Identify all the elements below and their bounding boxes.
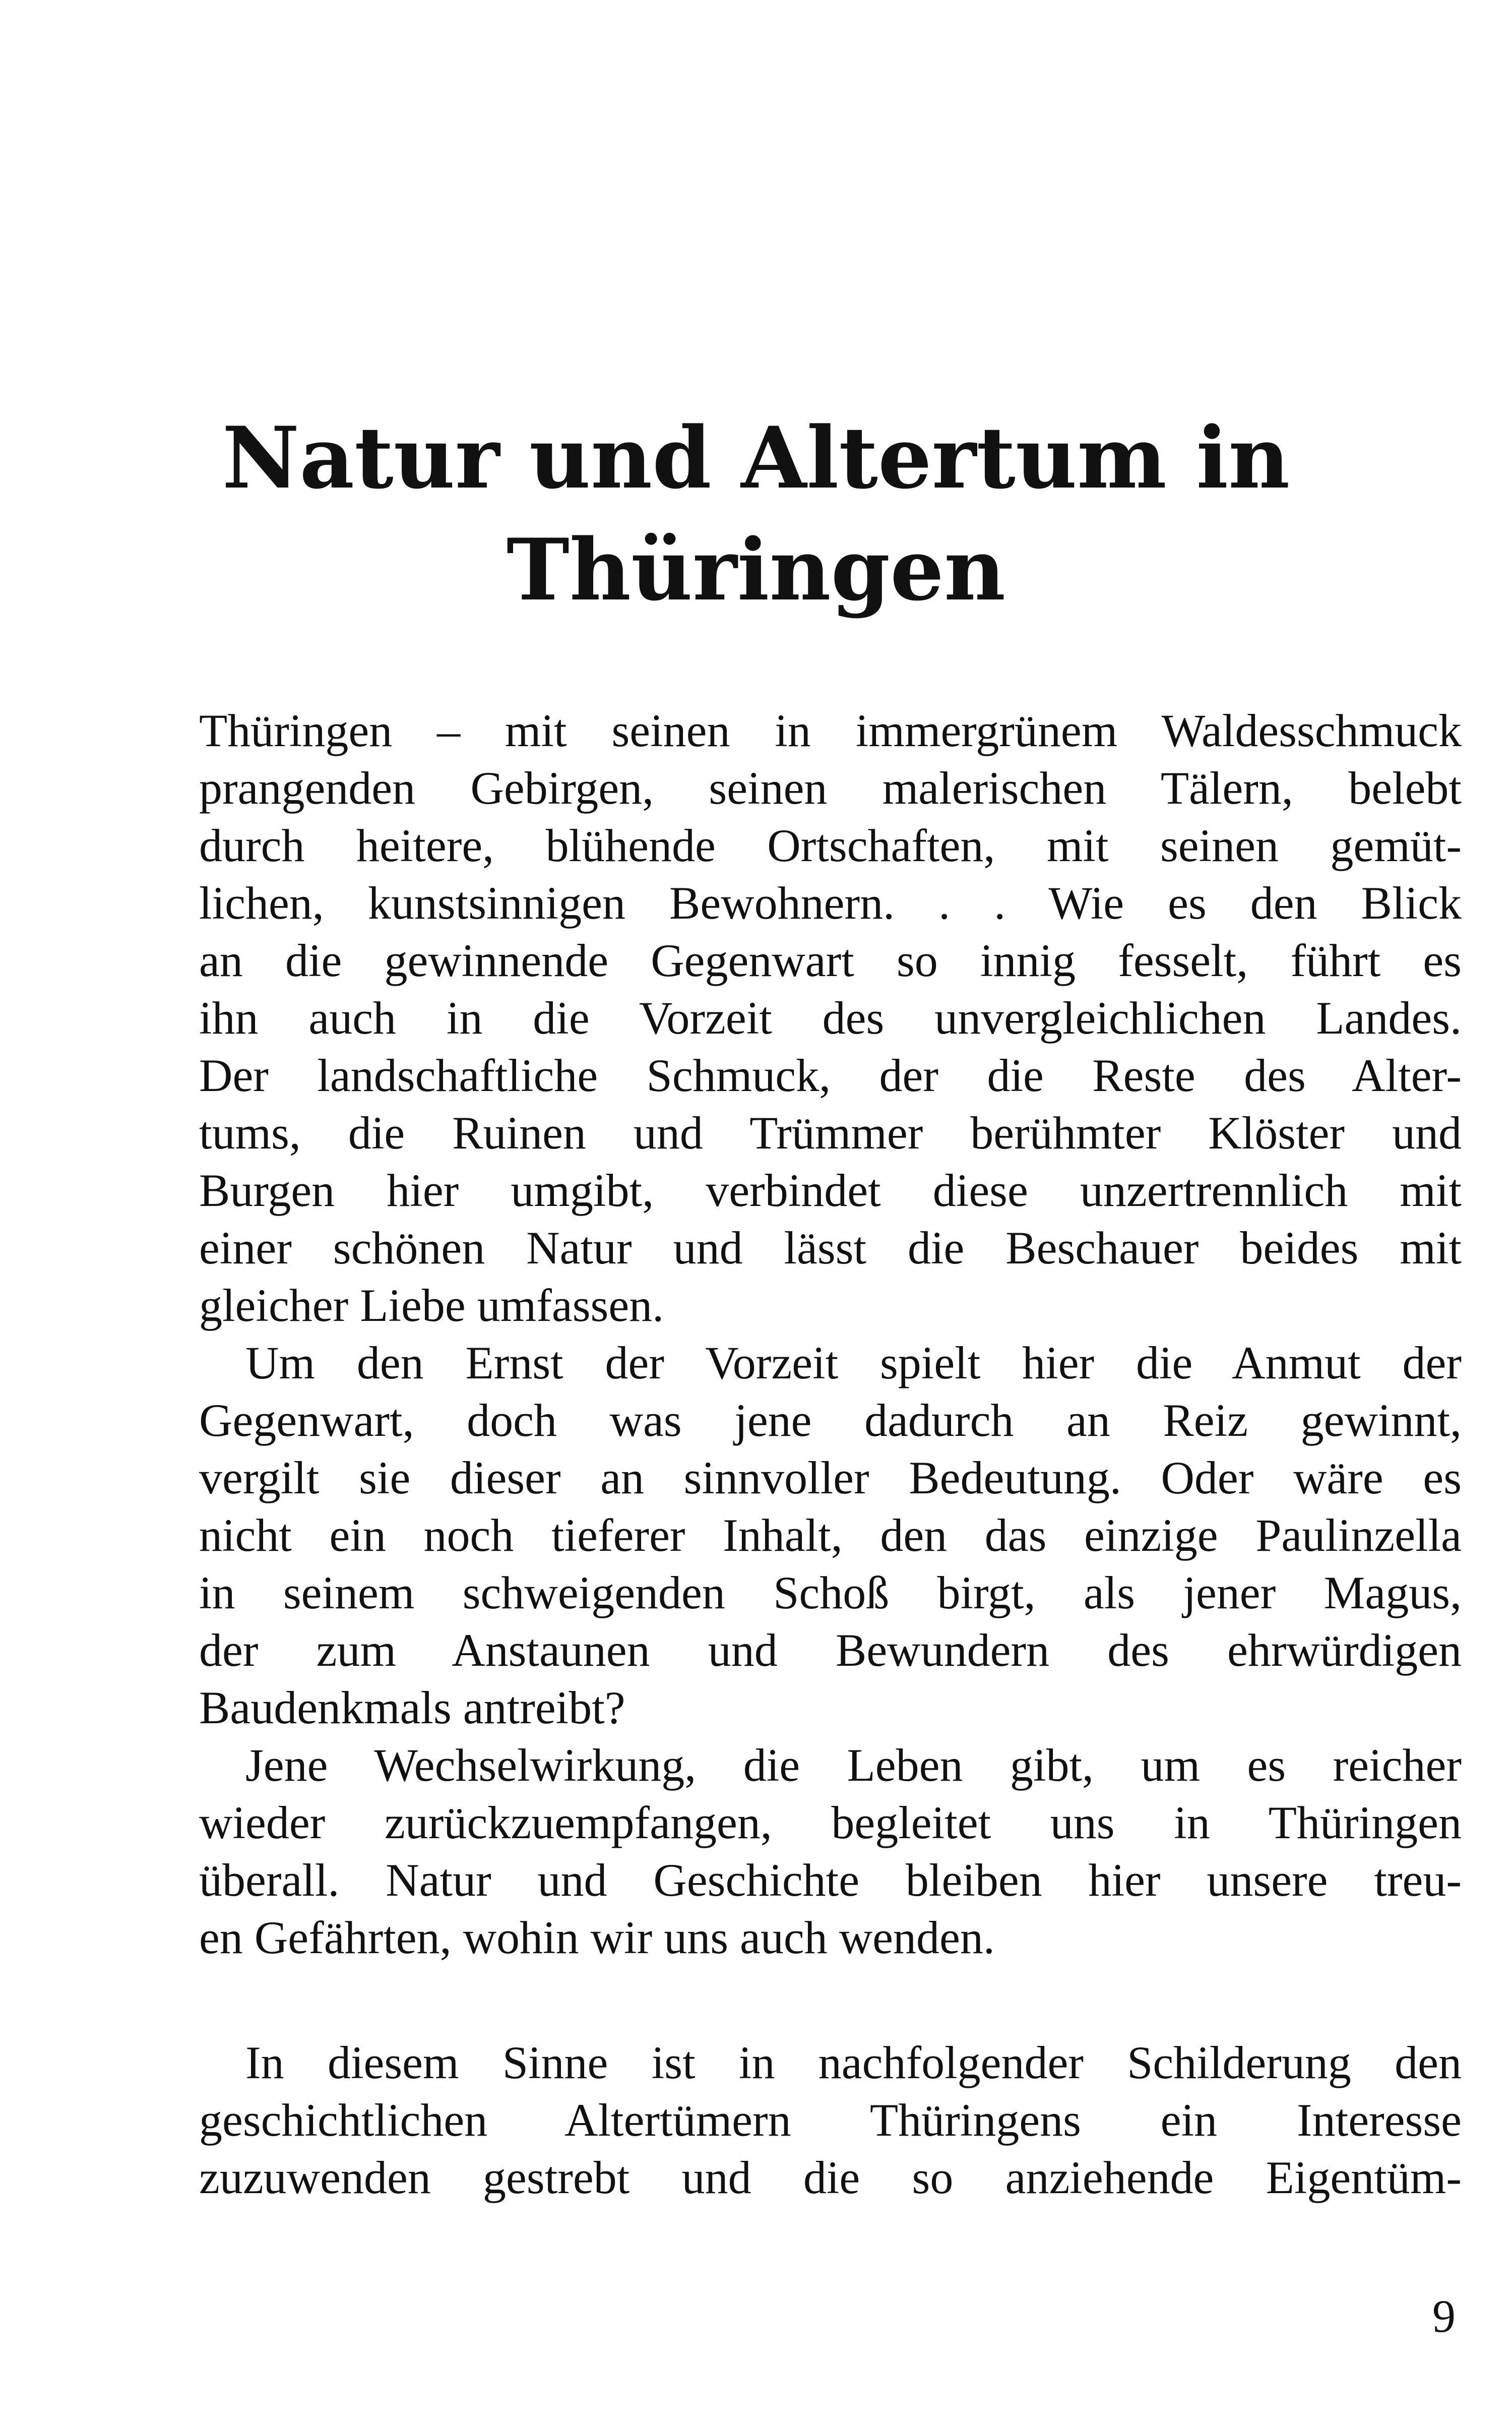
text-line: zuzuwenden gestrebt und die so anziehende Eigentüm- (199, 2152, 1462, 2203)
text-line: Thüringen – mit seinen in immergrünem Waldesschmuck (199, 705, 1462, 756)
chapter-title-line-2: Thüringen (506, 520, 1006, 620)
text-line: Burgen hier umgibt, verbindet diese unzertrennlich mit (199, 1165, 1462, 1216)
text-line: vergilt sie dieser an sinnvoller Bedeutung. Oder wäre es (199, 1452, 1462, 1503)
text-line: der zum Anstaunen und Bewundern des ehrwürdigen (199, 1624, 1462, 1676)
text-line: prangenden Gebirgen, seinen malerischen Tälern, belebt (199, 762, 1462, 814)
page-number: 9 (1432, 2290, 1456, 2342)
text-line: durch heitere, blühende Ortschaften, mit seinen gemüt- (199, 820, 1462, 871)
text-line: in seinem schweigenden Schoß birgt, als jener Magus, (199, 1567, 1462, 1618)
text-line: Baudenkmals antreibt? (199, 1682, 625, 1733)
text-line: Gegenwart, doch was jene dadurch an Reiz gewinnt, (199, 1395, 1462, 1446)
text-line: einer schönen Natur und lässt die Beschauer beides mit (199, 1222, 1462, 1274)
text-line: Der landschaftliche Schmuck, der die Reste des Alter- (199, 1050, 1462, 1101)
text-line: Um den Ernst der Vorzeit spielt hier die Anmut der (245, 1337, 1462, 1388)
body-text-continuation (199, 2034, 1462, 2206)
text-line: lichen, kunstsinnigen Bewohnern. . . Wie es den Blick (199, 877, 1462, 929)
body-text-main (199, 702, 1462, 1966)
text-line: an die gewinnende Gegenwart so innig fesselt, führt es (199, 935, 1462, 986)
text-line: nicht ein noch tieferer Inhalt, den das einzige Paulinzella (199, 1509, 1462, 1561)
text-line: geschichtlichen Altertümern Thüringens ein Interesse (199, 2094, 1462, 2146)
text-line: gleicher Liebe umfassen. (199, 1280, 664, 1331)
text-line: en Gefährten, wohin wir uns auch wenden. (199, 1912, 995, 1963)
text-line: In diesem Sinne ist in nachfolgender Schilderung den (245, 2037, 1462, 2088)
text-line: ihn auch in die Vorzeit des unvergleichlichen Landes. (199, 992, 1462, 1044)
text-line: überall. Natur und Geschichte bleiben hier unsere treu- (199, 1854, 1462, 1906)
text-line: tums, die Ruinen und Trümmer berühmter Klöster und (199, 1107, 1462, 1159)
text-line: Jene Wechselwirkung, die Leben gibt, um es reicher (245, 1739, 1462, 1791)
chapter-title-line-1: Natur und Altertum in (222, 408, 1290, 508)
text-line: wieder zurückzuempfangen, begleitet uns in Thüringen (199, 1797, 1462, 1848)
